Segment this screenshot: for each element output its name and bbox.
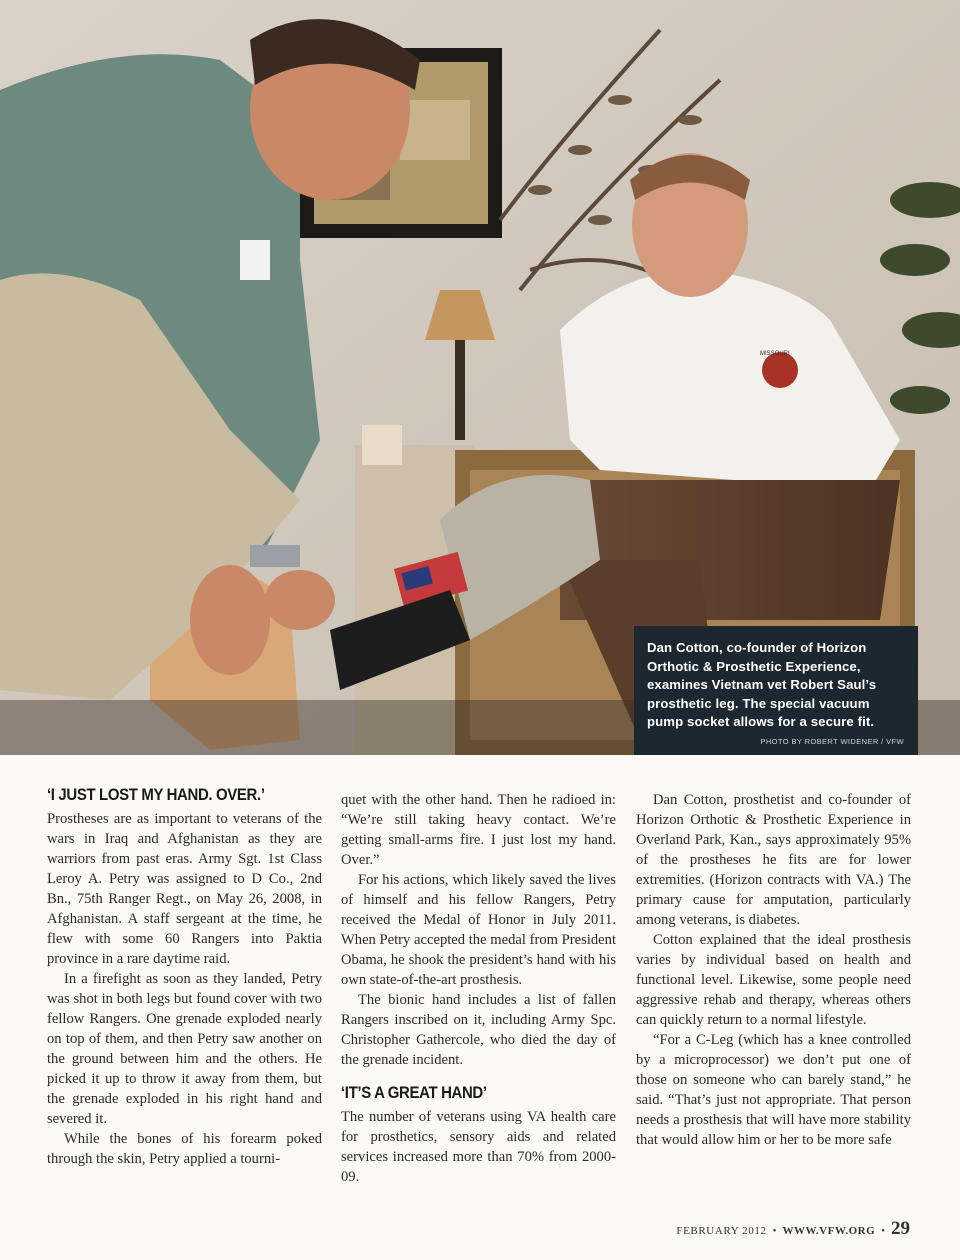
page-footer: [676, 1218, 910, 1240]
issue-date: FEBRUARY 2012: [676, 1225, 767, 1237]
paragraph: Prostheses are as important to veterans of the wars in Iraq and Afghanistan as they are warriors from past eras. Army Sgt. 1st Class Leroy A. Petry was assigned to D Co., 2nd Bn., 75th Ranger Regt., on May 26, 2008, in Afghanistan. A staff sergeant at the time, he flew with some 60 Rangers into Paktia province in a rare daytime raid.: [47, 811, 322, 967]
footer-separator: •: [881, 1225, 885, 1237]
photo-credit: PHOTO BY ROBERT WIDENER / VFW: [760, 737, 904, 746]
section-heading-1: ‘I JUST LOST MY HAND. OVER.’: [47, 785, 265, 804]
paragraph: quet with the other hand. Then he radioed in: “We’re still taking heavy contact. We’re getting small-arms fire. I just lost my hand. Over.”: [341, 792, 616, 868]
website-link[interactable]: WWW.VFW.ORG: [782, 1225, 876, 1237]
article-column-2: [341, 790, 616, 1187]
page-number: 29: [891, 1218, 910, 1239]
footer-separator: •: [772, 1225, 777, 1237]
patch-text: MISSOURI: [760, 351, 790, 357]
section-heading-2: ‘IT’S A GREAT HAND’: [341, 1083, 487, 1102]
article-column-1: [47, 784, 322, 1169]
paragraph: Cotton explained that the ideal prosthesis varies by individual based on health and functional level. Likewise, some people need aggressive rehab and therapy, whereas others can quickly return to a normal lifestyle.: [636, 932, 911, 1028]
paragraph: While the bones of his forearm poked through the skin, Petry applied a tourni-: [47, 1131, 322, 1167]
caption-text: Dan Cotton, co-founder of Horizon Orthotic & Prosthetic Experience, examines Vietnam vet Robert Saul’s prosthetic leg. The special vacuum pump socket allows for a secure fit.: [647, 640, 877, 729]
paragraph: The bionic hand includes a list of fallen Rangers inscribed on it, including Army Spc. Christopher Gathercole, who died the day of the grenade incident.: [341, 992, 616, 1068]
paragraph: For his actions, which likely saved the lives of himself and his fellow Rangers, Petry received the Medal of Honor in July 2011. When Petry accepted the medal from President Obama, he shook the president’s hand with his own state-of-the-art prosthesis.: [341, 872, 616, 988]
photo-caption: [634, 626, 918, 755]
article-column-3: [636, 790, 911, 1150]
paragraph: The number of veterans using VA health care for prosthetics, sensory aids and related services increased more than 70% from 2000-09.: [341, 1109, 616, 1185]
paragraph: In a firefight as soon as they landed, Petry was shot in both legs but found cover with two fellow Rangers. One grenade exploded nearly on top of them, and then Petry saw another on the ground between him and the others. He picked it up to throw it away from them, but the grenade exploded in his right hand and severed it.: [47, 971, 322, 1127]
paragraph: Dan Cotton, prosthetist and co-founder of Horizon Orthotic & Prosthetic Experience in Overland Park, Kan., says approximately 95% of the prostheses he fits are for lower extremities. (Horizon contracts with VA.) The primary cause for amputation, particularly among veterans, is diabetes.: [636, 792, 911, 928]
paragraph: “For a C-Leg (which has a knee controlled by a microprocessor) we don’t put one of those on someone who can barely stand,” he said. “That’s just not appropriate. That person needs a prosthesis that will have more stability that would allow him or her to be more safe: [636, 1032, 911, 1148]
